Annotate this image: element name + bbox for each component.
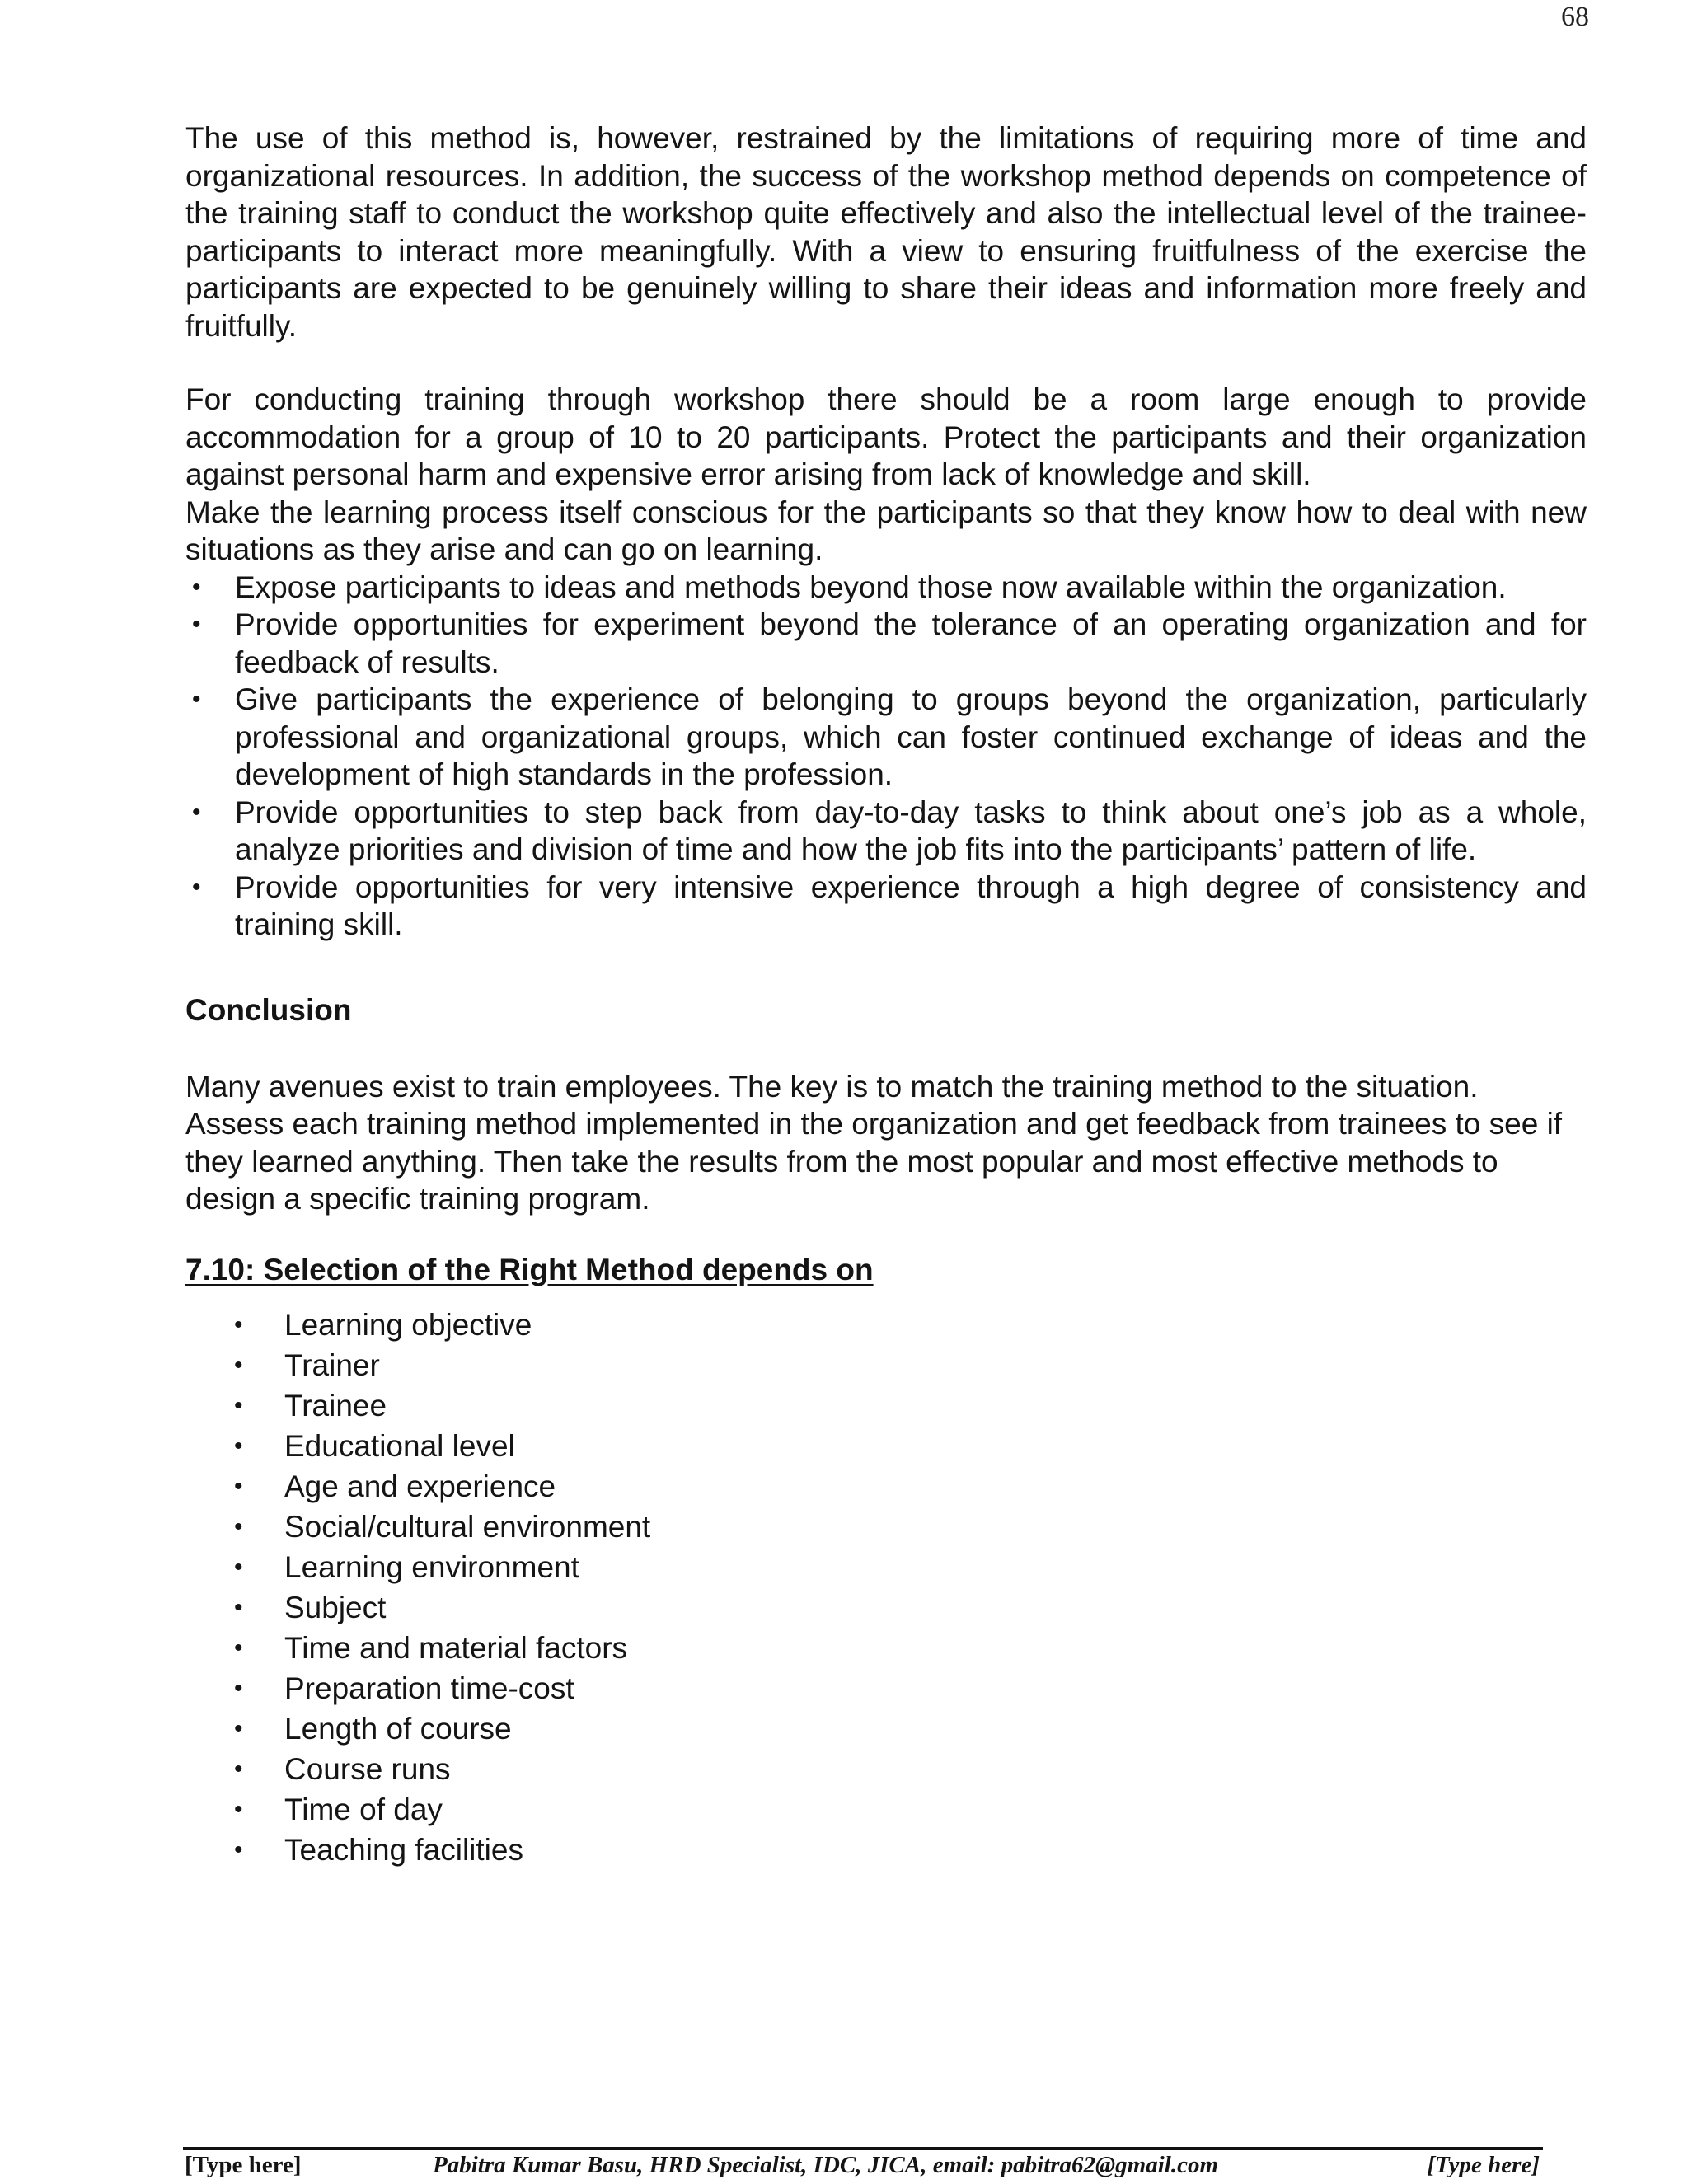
bullet-icon: • bbox=[234, 1351, 243, 1379]
bullet-icon: • bbox=[192, 686, 201, 713]
bullet-icon: • bbox=[234, 1755, 243, 1783]
list-item: • Age and experience bbox=[185, 1466, 1587, 1507]
list-item: • Time of day bbox=[185, 1789, 1587, 1830]
list-item: • Social/cultural environment bbox=[185, 1507, 1587, 1547]
bullet-icon: • bbox=[234, 1553, 243, 1581]
bullet-icon: • bbox=[234, 1633, 243, 1661]
bullet-icon: • bbox=[234, 1512, 243, 1540]
bullet-icon: • bbox=[234, 1593, 243, 1621]
list-item: • Provide opportunities to step back from day-to-day tasks to think about one’s job as a whole, analyze priorities and division of time and how the job fits into the participants’ pattern of life. bbox=[192, 794, 1587, 866]
list-item: • Trainer bbox=[185, 1345, 1587, 1385]
list-item: • Learning environment bbox=[185, 1547, 1587, 1587]
list-item: • Educational level bbox=[185, 1426, 1587, 1466]
list-item: • Subject bbox=[185, 1587, 1587, 1628]
footer-left-placeholder: [Type here] bbox=[185, 2152, 302, 2178]
list-item: • Time and material factors bbox=[185, 1628, 1587, 1668]
page-content bbox=[185, 120, 1587, 1870]
list-item: • Preparation time-cost bbox=[185, 1668, 1587, 1708]
paragraph-method-limitations: The use of this method is, however, restrained by the limitations of requiring more of time and organizational resources. In addition, the success of the workshop method depends on competence of the training staff to conduct the workshop quite effectively and also the intellectual level of the trainee-participants to interact more meaningfully. With a view to ensuring fruitfulness of the exercise the participants are expected to be genuinely willing to share their ideas and information more freely and fruitfully. bbox=[185, 121, 1587, 343]
list-item: • Trainee bbox=[185, 1385, 1587, 1426]
bullet-icon: • bbox=[192, 573, 201, 601]
footer-divider bbox=[183, 2147, 1543, 2150]
section-heading: 7.10: Selection of the Right Method depends on bbox=[185, 1252, 874, 1286]
list-item: • Length of course bbox=[185, 1708, 1587, 1749]
bullet-icon: • bbox=[234, 1714, 243, 1742]
bullet-icon: • bbox=[234, 1472, 243, 1500]
bullet-icon: • bbox=[234, 1674, 243, 1702]
bullet-icon: • bbox=[192, 873, 201, 901]
bullet-icon: • bbox=[192, 611, 201, 638]
bullet-icon: • bbox=[234, 1391, 243, 1419]
bullet-icon: • bbox=[234, 1432, 243, 1460]
bullet-icon: • bbox=[234, 1795, 243, 1823]
paragraph-learning-process: Make the learning process itself conscious for the participants so that they know how to deal with new situations as they arise and can go on learning. bbox=[185, 494, 1587, 566]
list-item: • Give participants the experience of belonging to groups beyond the organization, particularly professional and organizational groups, which can foster continued exchange of ideas and the development of high standards in the profession. bbox=[192, 682, 1587, 791]
conclusion-heading: Conclusion bbox=[185, 992, 352, 1027]
bullet-icon: • bbox=[192, 798, 201, 826]
list-item: • Provide opportunities for experiment beyond the tolerance of an operating organization and for feedback of results. bbox=[192, 607, 1587, 679]
list-item: • Teaching facilities bbox=[185, 1830, 1587, 1870]
list-item: • Learning objective bbox=[185, 1305, 1587, 1345]
paragraph-workshop-room: For conducting training through workshop there should be a room large enough to provide accommodation for a group of 10 to 20 participants. Protect the participants and their organization against personal harm and expensive error arising from lack of knowledge and skill. bbox=[185, 382, 1587, 491]
bullet-icon: • bbox=[234, 1835, 243, 1863]
footer-right-placeholder: [Type here] bbox=[1427, 2152, 1540, 2178]
list-item: • Provide opportunities for very intensive experience through a high degree of consistency and training skill. bbox=[192, 869, 1587, 941]
footer-author-credit: Pabitra Kumar Basu, HRD Specialist, IDC, JICA, email: pabitra62@gmail.com bbox=[433, 2152, 1219, 2178]
list-item: • Course runs bbox=[185, 1749, 1587, 1789]
conclusion-paragraph: Many avenues exist to train employees. The key is to match the training method to the situation. Assess each training method implemented in the organization and get feedback from trainees to see if they learned anything. Then take the results from the most popular and most effective methods to design a specific training program. bbox=[185, 1069, 1563, 1216]
selection-criteria-list bbox=[185, 1305, 1587, 1870]
page-number: 68 bbox=[1561, 2, 1589, 32]
bullet-icon: • bbox=[234, 1310, 243, 1338]
list-item: • Expose participants to ideas and methods beyond those now available within the organization. bbox=[185, 569, 1587, 607]
workshop-objectives-list bbox=[185, 569, 1587, 944]
